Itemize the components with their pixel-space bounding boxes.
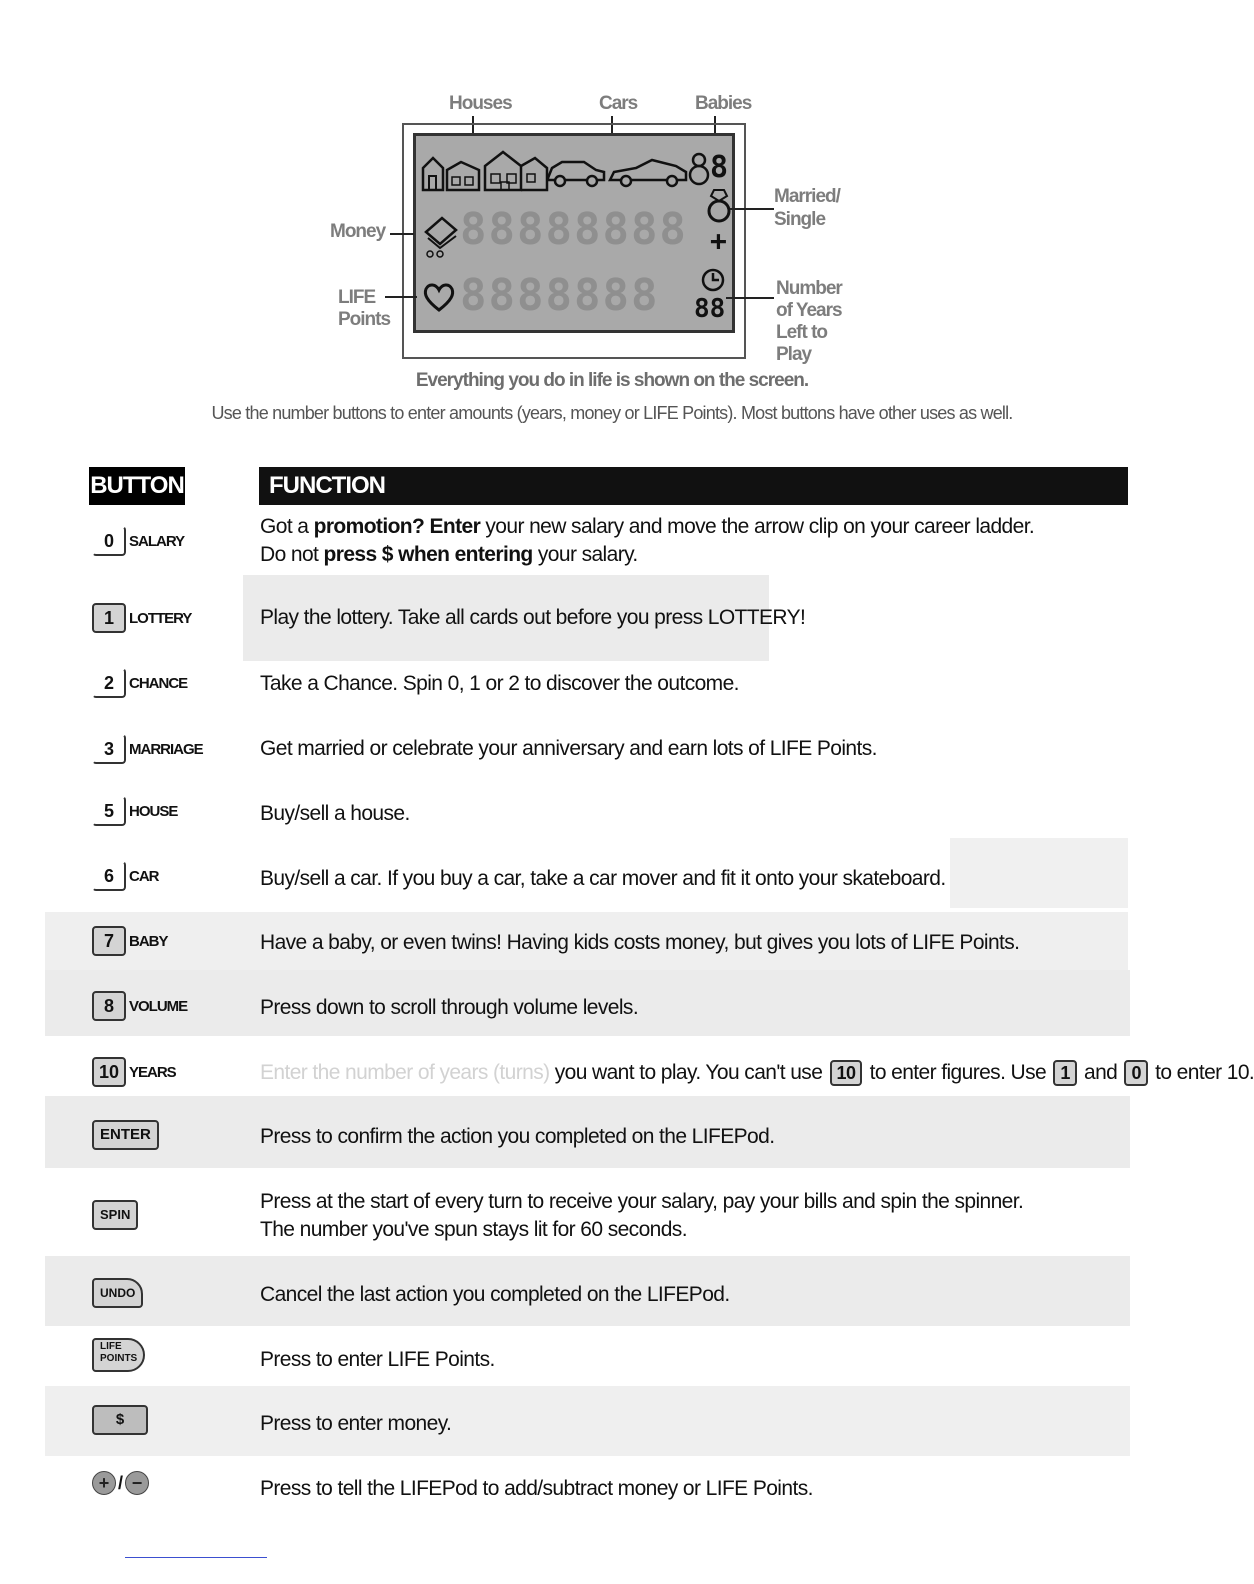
- years-label-line3: Left to: [776, 322, 828, 343]
- inline-key-1: 1: [1053, 1060, 1076, 1086]
- money-description: Press to enter money.: [260, 1412, 452, 1435]
- years-pointer: [726, 297, 774, 299]
- cars-icon: [544, 154, 704, 190]
- car-button[interactable]: [92, 861, 159, 891]
- diagram-caption: Everything you do in life is shown on the screen.: [415, 370, 809, 391]
- money-label: Money: [330, 221, 386, 242]
- key-0: 0: [92, 526, 126, 556]
- money-icon: [422, 210, 460, 258]
- enter-button[interactable]: [92, 1120, 159, 1150]
- lottery-description: Play the lottery. Take all cards out before you press LOTTERY!: [260, 606, 806, 629]
- spin-description: Press at the start of every turn to receive your salary, pay your bills and spin the spinner. The number you've spun stays lit for 60 seconds.: [260, 1190, 1024, 1241]
- years-label-line1: Number: [776, 278, 842, 299]
- key-label: BABY: [129, 932, 168, 950]
- function-column-header: FUNCTION: [259, 467, 1128, 505]
- inline-key-0: 0: [1124, 1060, 1147, 1086]
- shade-band: [45, 1386, 1130, 1456]
- plus-indicator: +: [710, 224, 729, 257]
- baby-button[interactable]: [92, 926, 168, 956]
- money-pointer: [390, 233, 414, 235]
- married-label-line1: Married/: [774, 186, 840, 207]
- years-label-line4: Play: [776, 344, 812, 365]
- money-display: 88888888: [460, 204, 688, 255]
- plus-minus-description: Press to tell the LIFEPod to add/subtract money or LIFE Points.: [260, 1477, 813, 1500]
- button-column-header: BUTTON: [89, 467, 185, 505]
- lcd-screen: [413, 133, 735, 333]
- life-points-label-line1: LIFE: [338, 287, 376, 308]
- chance-button[interactable]: [92, 668, 187, 698]
- chance-description: Take a Chance. Spin 0, 1 or 2 to discover the outcome.: [260, 672, 739, 695]
- key-2: 2: [92, 668, 126, 698]
- life-points-description: Press to enter LIFE Points.: [260, 1348, 495, 1371]
- money-button[interactable]: [92, 1405, 148, 1435]
- clock-icon: [700, 267, 726, 293]
- key-label: YEARS: [129, 1063, 176, 1081]
- key-spin: SPIN: [92, 1200, 138, 1230]
- key-5: 5: [92, 796, 126, 826]
- key-life-points: LIFE POINTS: [92, 1338, 145, 1372]
- plus-minus-keys: [92, 1471, 149, 1495]
- plus-minus-button[interactable]: [92, 1471, 149, 1495]
- key-10: 10: [92, 1057, 126, 1087]
- key-7: 7: [92, 926, 126, 956]
- life-points-pointer: [385, 296, 417, 298]
- shade-band: [950, 838, 1128, 908]
- marriage-button[interactable]: [92, 734, 203, 764]
- key-label: LOTTERY: [129, 609, 192, 627]
- salary-description: Got a promotion? Enter your new salary and move the arrow clip on your career ladder. Do not press $ when entering your salary.: [260, 515, 1035, 566]
- key-dollar: $: [92, 1405, 148, 1435]
- undo-description: Cancel the last action you completed on the LIFEPod.: [260, 1283, 730, 1306]
- key-label: CHANCE: [129, 674, 188, 692]
- baby-description: Have a baby, or even twins! Having kids costs money, but gives you lots of LIFE Points.: [260, 931, 1020, 954]
- spin-button[interactable]: [92, 1200, 138, 1230]
- enter-description: Press to confirm the action you completed on the LIFEPod.: [260, 1125, 775, 1148]
- life-points-display: 8888888: [460, 270, 660, 321]
- babies-label: Babies: [695, 93, 752, 114]
- years-button[interactable]: [92, 1057, 176, 1087]
- inline-key-10: 10: [830, 1060, 863, 1086]
- key-label: HOUSE: [129, 802, 178, 820]
- volume-description: Press down to scroll through volume levels.: [260, 996, 639, 1019]
- minus-key[interactable]: −: [125, 1471, 149, 1495]
- key-undo: UNDO: [92, 1278, 143, 1308]
- key-label: SALARY: [129, 532, 185, 550]
- key-6: 6: [92, 861, 126, 891]
- house-button[interactable]: [92, 796, 177, 826]
- married-pointer: [730, 208, 774, 210]
- married-label-line2: Single: [774, 209, 826, 230]
- diagram-subcaption: Use the number buttons to enter amounts (years, money or LIFE Points). Most buttons have other uses as well.: [211, 403, 1013, 423]
- plus-key[interactable]: +: [92, 1471, 116, 1495]
- lottery-button[interactable]: [92, 603, 191, 633]
- key-1: 1: [92, 603, 126, 633]
- marriage-description: Get married or celebrate your anniversary and earn lots of LIFE Points.: [260, 737, 877, 760]
- baby-icon: [688, 152, 710, 186]
- undo-button[interactable]: [92, 1278, 143, 1308]
- life-points-label-line2: Points: [338, 309, 391, 330]
- salary-button[interactable]: [92, 526, 184, 556]
- ring-icon: [706, 188, 732, 224]
- key-8: 8: [92, 991, 126, 1021]
- car-description: Buy/sell a car. If you buy a car, take a car mover and fit it onto your skateboard.: [260, 867, 946, 890]
- cars-label: Cars: [599, 93, 638, 114]
- years-display: 88: [694, 294, 726, 324]
- key-label: MARRIAGE: [129, 740, 203, 758]
- key-label: VOLUME: [129, 997, 188, 1015]
- baby-count-digit: 8: [710, 150, 731, 185]
- years-description: Enter the number of years (turns) you want to play. You can't use 10 to enter figures. Use 1 and 0 to enter 10.: [260, 1061, 1254, 1084]
- footer-rule: [125, 1557, 267, 1558]
- life-points-button[interactable]: [92, 1338, 145, 1372]
- key-label: CAR: [129, 867, 159, 885]
- key-enter: ENTER: [92, 1120, 159, 1150]
- volume-button[interactable]: [92, 991, 187, 1021]
- years-label-line2: of Years: [776, 300, 842, 321]
- houses-label: Houses: [449, 93, 512, 114]
- slash: /: [118, 1472, 124, 1493]
- house-description: Buy/sell a house.: [260, 802, 410, 825]
- key-3: 3: [92, 734, 126, 764]
- heart-icon: [422, 282, 456, 312]
